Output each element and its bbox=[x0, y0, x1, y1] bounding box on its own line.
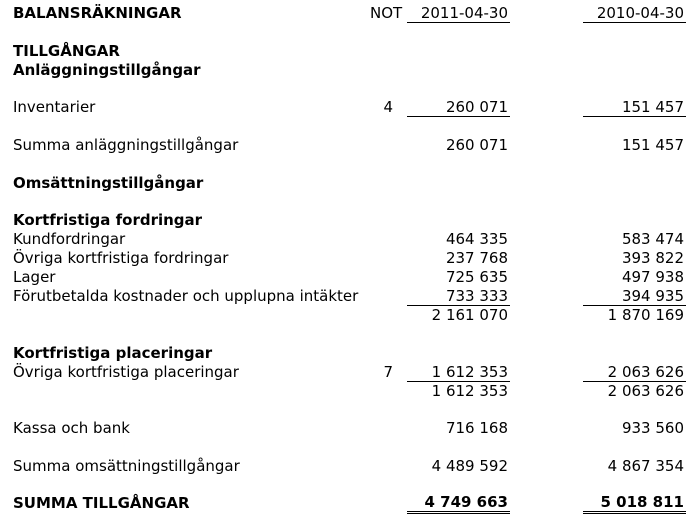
table-row bbox=[0, 419, 699, 438]
section-heading-tillgangar: TILLGÅNGAR bbox=[13, 42, 120, 60]
subtotal-2010: 2 063 626 bbox=[607, 382, 684, 400]
row-label: Förutbetalda kostnader och upplupna intäkter bbox=[13, 287, 359, 305]
row-label: Lager bbox=[13, 268, 56, 286]
value-2010: 2 063 626 bbox=[583, 363, 686, 382]
report-title: BALANSRÄKNINGAR bbox=[13, 4, 182, 22]
value-2010: 583 474 bbox=[621, 230, 684, 248]
section-heading-anlaggning: Anläggningstillgångar bbox=[13, 61, 201, 79]
value-2010: 933 560 bbox=[621, 419, 684, 437]
value-2011: 260 071 bbox=[407, 98, 510, 117]
value-2010: 151 457 bbox=[583, 98, 686, 117]
value-2010: 497 938 bbox=[621, 268, 684, 286]
table-row bbox=[0, 268, 699, 287]
section-heading-row bbox=[0, 42, 699, 61]
subtotal-2011: 1 612 353 bbox=[431, 382, 508, 400]
value-2011: 1 612 353 bbox=[407, 363, 510, 382]
section-heading-row bbox=[0, 174, 699, 193]
value-2011: 733 333 bbox=[407, 287, 510, 306]
date-column-1-header: 2011-04-30 bbox=[407, 4, 510, 23]
value-2011: 237 768 bbox=[445, 249, 508, 267]
table-row bbox=[0, 287, 699, 306]
total-2010: 5 018 811 bbox=[583, 494, 686, 514]
note-column-header: NOT bbox=[370, 4, 403, 22]
value-2011: 725 635 bbox=[445, 268, 508, 286]
section-heading-row bbox=[0, 211, 699, 230]
header-row bbox=[0, 4, 699, 23]
section-heading-fordringar: Kortfristiga fordringar bbox=[13, 211, 203, 229]
section-heading-row bbox=[0, 344, 699, 363]
value-2011: 260 071 bbox=[445, 136, 508, 154]
subtotal-2010: 1 870 169 bbox=[607, 306, 684, 324]
row-label: Summa anläggningstillgångar bbox=[13, 136, 239, 154]
table-row bbox=[0, 98, 699, 117]
total-label: SUMMA TILLGÅNGAR bbox=[13, 494, 190, 512]
table-row bbox=[0, 363, 699, 382]
section-heading-row bbox=[0, 61, 699, 80]
value-2010: 393 822 bbox=[621, 249, 684, 267]
row-label: Övriga kortfristiga placeringar bbox=[13, 363, 239, 381]
value-2011: 464 335 bbox=[445, 230, 508, 248]
table-row bbox=[0, 457, 699, 476]
row-label: Övriga kortfristiga fordringar bbox=[13, 249, 229, 267]
row-label: Kundfordringar bbox=[13, 230, 126, 248]
section-heading-omsattning: Omsättningstillgångar bbox=[13, 174, 204, 192]
value-2010: 4 867 354 bbox=[607, 457, 684, 475]
subtotal-row bbox=[0, 382, 699, 401]
table-row bbox=[0, 249, 699, 268]
table-row bbox=[0, 136, 699, 155]
value-2010: 151 457 bbox=[621, 136, 684, 154]
date-column-2-header: 2010-04-30 bbox=[583, 4, 686, 23]
value-2010: 394 935 bbox=[583, 287, 686, 306]
section-heading-placeringar: Kortfristiga placeringar bbox=[13, 344, 213, 362]
subtotal-2011: 2 161 070 bbox=[431, 306, 508, 324]
total-row bbox=[0, 494, 699, 513]
total-2011: 4 749 663 bbox=[407, 494, 510, 514]
note-ref: 7 bbox=[383, 363, 393, 381]
row-label: Summa omsättningstillgångar bbox=[13, 457, 240, 475]
value-2011: 4 489 592 bbox=[431, 457, 508, 475]
subtotal-row bbox=[0, 306, 699, 325]
value-2011: 716 168 bbox=[445, 419, 508, 437]
row-label: Inventarier bbox=[13, 98, 96, 116]
note-ref: 4 bbox=[383, 98, 393, 116]
row-label: Kassa och bank bbox=[13, 419, 130, 437]
table-row bbox=[0, 230, 699, 249]
